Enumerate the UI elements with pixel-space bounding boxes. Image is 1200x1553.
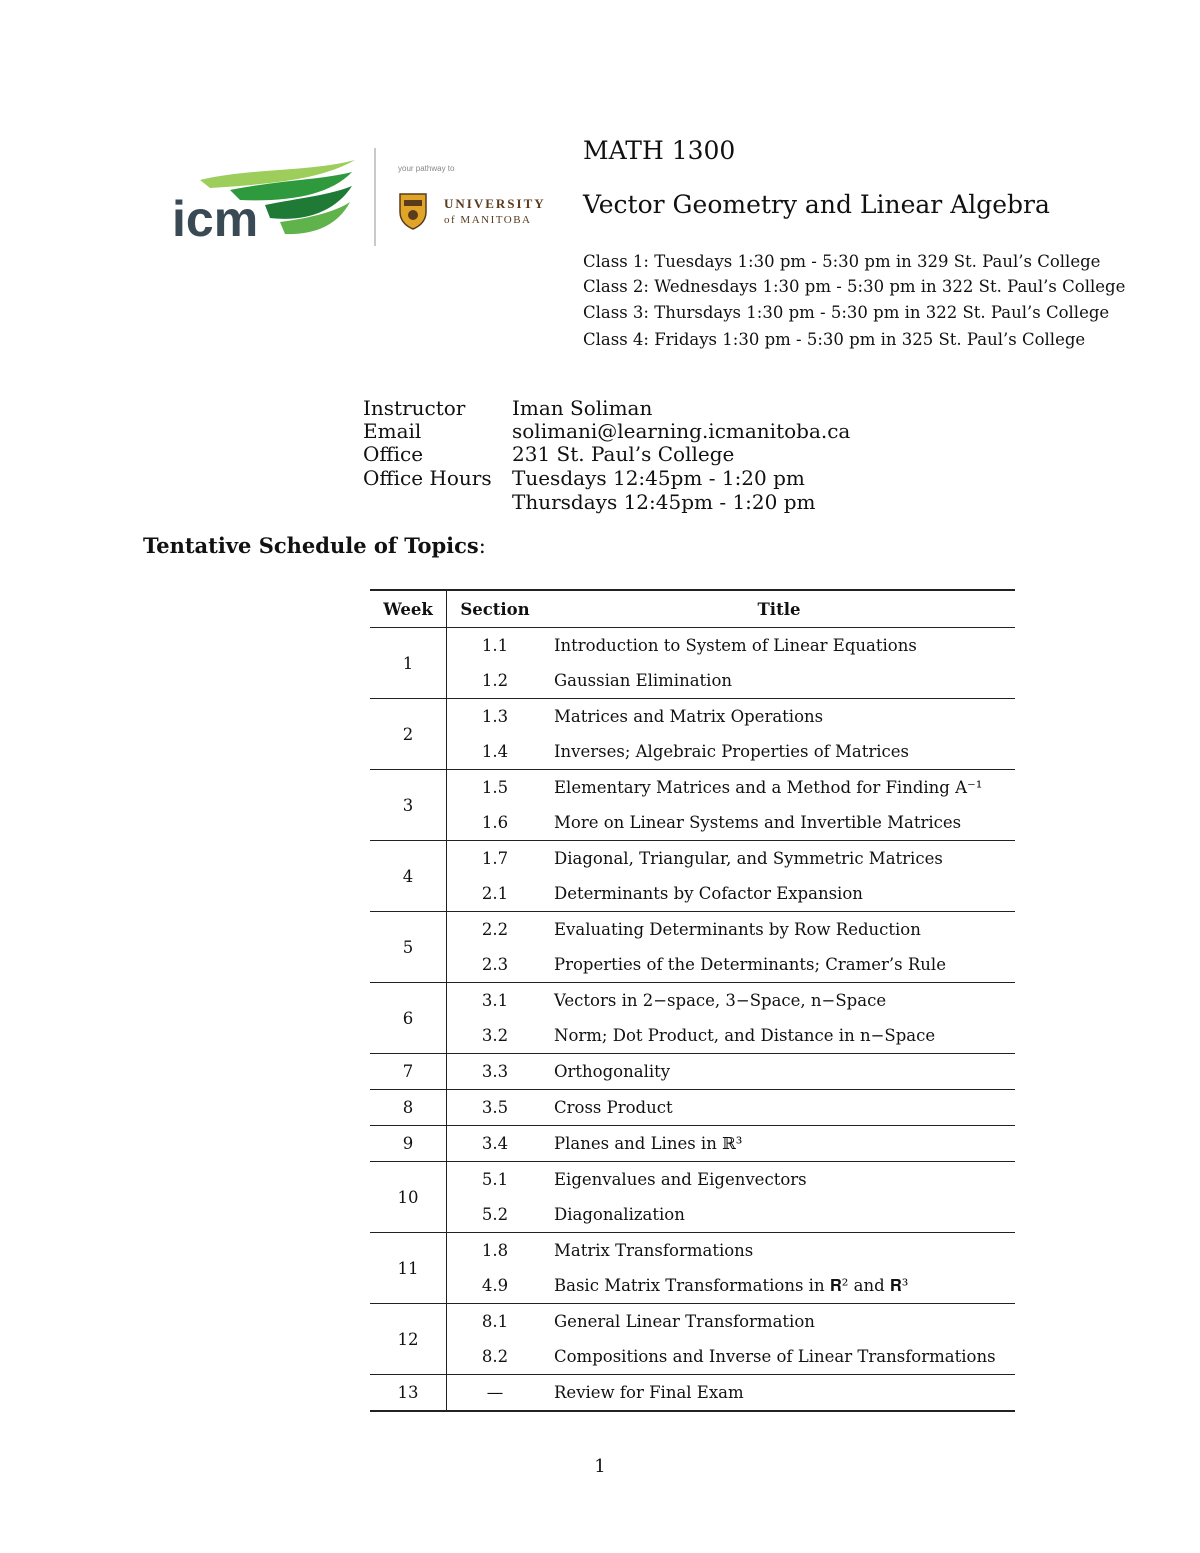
table-row <box>370 1304 1015 1340</box>
uofm-crest-icon <box>398 192 428 230</box>
table-row <box>370 1233 1015 1269</box>
schedule-heading <box>143 533 486 558</box>
week-group <box>370 1054 1015 1090</box>
topic-title: Diagonal, Triangular, and Symmetric Matrices <box>554 849 943 868</box>
week-group <box>370 1304 1015 1375</box>
logo-tagline: your pathway to <box>398 164 455 173</box>
section-number: 3.1 <box>481 991 509 1010</box>
table-row <box>370 699 1015 735</box>
week-number: 5 <box>370 912 447 983</box>
class-schedule-line: Class 1: Tuesdays 1:30 pm - 5:30 pm in 329 St. Paul’s College <box>583 252 1101 271</box>
week-number: 8 <box>370 1090 447 1126</box>
course-code: MATH 1300 <box>583 136 736 165</box>
week-number: 10 <box>370 1162 447 1233</box>
topic-title: Diagonalization <box>554 1205 685 1224</box>
table-row <box>370 1018 1015 1054</box>
office-hours-value: Thursdays 12:45pm - 1:20 pm <box>512 490 816 514</box>
email-label: Email <box>363 419 422 443</box>
week-group <box>370 1162 1015 1233</box>
office-hours-label: Office Hours <box>363 466 492 490</box>
section-number: 1.1 <box>481 636 509 655</box>
office-label: Office <box>363 442 424 466</box>
table-row <box>370 1268 1015 1304</box>
table-row <box>370 1162 1015 1198</box>
topic-title: Compositions and Inverse of Linear Transformations <box>554 1347 996 1366</box>
topic-title: Introduction to System of Linear Equations <box>554 636 917 655</box>
column-header-section: Section <box>460 599 530 619</box>
topic-title: Gaussian Elimination <box>554 671 733 690</box>
topic-title: Matrix Transformations <box>554 1241 754 1260</box>
table-row <box>370 1054 1015 1090</box>
topic-title: Inverses; Algebraic Properties of Matrices <box>554 742 909 761</box>
week-group <box>370 1126 1015 1162</box>
icm-wordmark: icm <box>172 191 259 245</box>
week-group <box>370 983 1015 1054</box>
week-group <box>370 1233 1015 1304</box>
week-group <box>370 628 1015 699</box>
office-value: 231 St. Paul’s College <box>512 442 735 466</box>
column-header-title: Title <box>757 599 801 619</box>
office-hours-value: Tuesdays 12:45pm - 1:20 pm <box>512 466 805 490</box>
section-number: 1.8 <box>481 1241 509 1260</box>
table-row <box>370 947 1015 983</box>
week-group <box>370 912 1015 983</box>
class-schedule-line: Class 2: Wednesdays 1:30 pm - 5:30 pm in 322 St. Paul’s College <box>583 277 1126 296</box>
section-number: 3.4 <box>481 1134 509 1153</box>
table-row <box>370 770 1015 806</box>
table-row <box>370 1339 1015 1375</box>
section-number: 3.2 <box>481 1026 509 1045</box>
table-row <box>370 1375 1015 1412</box>
topic-title: Determinants by Cofactor Expansion <box>554 884 863 903</box>
topic-title: Evaluating Determinants by Row Reduction <box>554 920 921 939</box>
week-number: 7 <box>370 1054 447 1090</box>
instructor-label: Instructor <box>363 396 466 420</box>
section-number: 5.1 <box>481 1170 509 1189</box>
week-group <box>370 1090 1015 1126</box>
table-row <box>370 663 1015 699</box>
topics-table <box>370 589 1015 1412</box>
section-number: 1.5 <box>481 778 509 797</box>
section-number: 8.2 <box>481 1347 509 1366</box>
uofm-line-2: of MANITOBA <box>444 214 532 226</box>
section-number: 8.1 <box>481 1312 509 1331</box>
week-number: 1 <box>370 628 447 699</box>
section-number: — <box>486 1383 504 1402</box>
table-row <box>370 912 1015 948</box>
section-number: 5.2 <box>481 1205 509 1224</box>
table-row <box>370 876 1015 912</box>
instructor-name: Iman Soliman <box>512 396 653 420</box>
class-schedule-line: Class 3: Thursdays 1:30 pm - 5:30 pm in 322 St. Paul’s College <box>583 303 1110 322</box>
table-header-row <box>370 590 1015 628</box>
week-number: 9 <box>370 1126 447 1162</box>
topic-title: Properties of the Determinants; Cramer’s Rule <box>554 955 946 974</box>
uofm-line-1: UNIVERSITY <box>444 196 546 211</box>
week-group <box>370 841 1015 912</box>
topic-title: Planes and Lines in ℝ³ <box>554 1134 743 1153</box>
section-number: 1.4 <box>481 742 509 761</box>
week-number: 11 <box>370 1233 447 1304</box>
section-number: 1.3 <box>481 707 509 726</box>
topic-title: Norm; Dot Product, and Distance in n−Space <box>554 1026 936 1045</box>
week-number: 6 <box>370 983 447 1054</box>
topic-title: Orthogonality <box>554 1062 671 1081</box>
topic-title: More on Linear Systems and Invertible Matrices <box>554 813 962 832</box>
week-group <box>370 1375 1015 1412</box>
section-number: 3.5 <box>481 1098 509 1117</box>
section-number: 2.3 <box>481 955 509 974</box>
page-number: 1 <box>594 1456 606 1477</box>
table-row <box>370 734 1015 770</box>
section-number: 1.2 <box>481 671 509 690</box>
email-value[interactable]: solimani@learning.icmanitoba.ca <box>512 419 851 443</box>
section-number: 1.7 <box>481 849 509 868</box>
week-group <box>370 699 1015 770</box>
section-number: 1.6 <box>481 813 509 832</box>
week-number: 12 <box>370 1304 447 1375</box>
icm-logo <box>170 150 360 245</box>
week-group <box>370 770 1015 841</box>
table-row <box>370 1126 1015 1162</box>
uofm-wordmark <box>444 196 546 226</box>
section-number: 3.3 <box>481 1062 509 1081</box>
week-number: 13 <box>370 1375 447 1412</box>
topic-title: Basic Matrix Transformations in 𝐑² and 𝐑³ <box>554 1275 909 1295</box>
table-row <box>370 628 1015 664</box>
schedule-heading-colon: : <box>478 534 486 558</box>
logo-divider <box>374 148 376 246</box>
topic-title: Review for Final Exam <box>554 1383 744 1402</box>
topic-title: Vectors in 2−space, 3−Space, n−Space <box>554 991 887 1010</box>
column-header-week: Week <box>370 590 447 628</box>
course-title: Vector Geometry and Linear Algebra <box>583 190 1050 219</box>
topic-title: Eigenvalues and Eigenvectors <box>554 1170 807 1189</box>
section-number: 2.1 <box>481 884 509 903</box>
table-row <box>370 841 1015 877</box>
topic-title: Cross Product <box>554 1098 673 1117</box>
table-row <box>370 1197 1015 1233</box>
week-number: 3 <box>370 770 447 841</box>
table-row <box>370 805 1015 841</box>
week-number: 4 <box>370 841 447 912</box>
section-number: 4.9 <box>481 1276 509 1295</box>
week-number: 2 <box>370 699 447 770</box>
table-row <box>370 1090 1015 1126</box>
class-schedule-line: Class 4: Fridays 1:30 pm - 5:30 pm in 325 St. Paul’s College <box>583 330 1086 349</box>
schedule-heading-text: Tentative Schedule of Topics <box>143 533 479 558</box>
topic-title: Elementary Matrices and a Method for Finding A⁻¹ <box>554 778 983 797</box>
topic-title: Matrices and Matrix Operations <box>554 707 824 726</box>
table-row <box>370 983 1015 1019</box>
section-number: 2.2 <box>481 920 509 939</box>
topic-title: General Linear Transformation <box>554 1312 815 1331</box>
